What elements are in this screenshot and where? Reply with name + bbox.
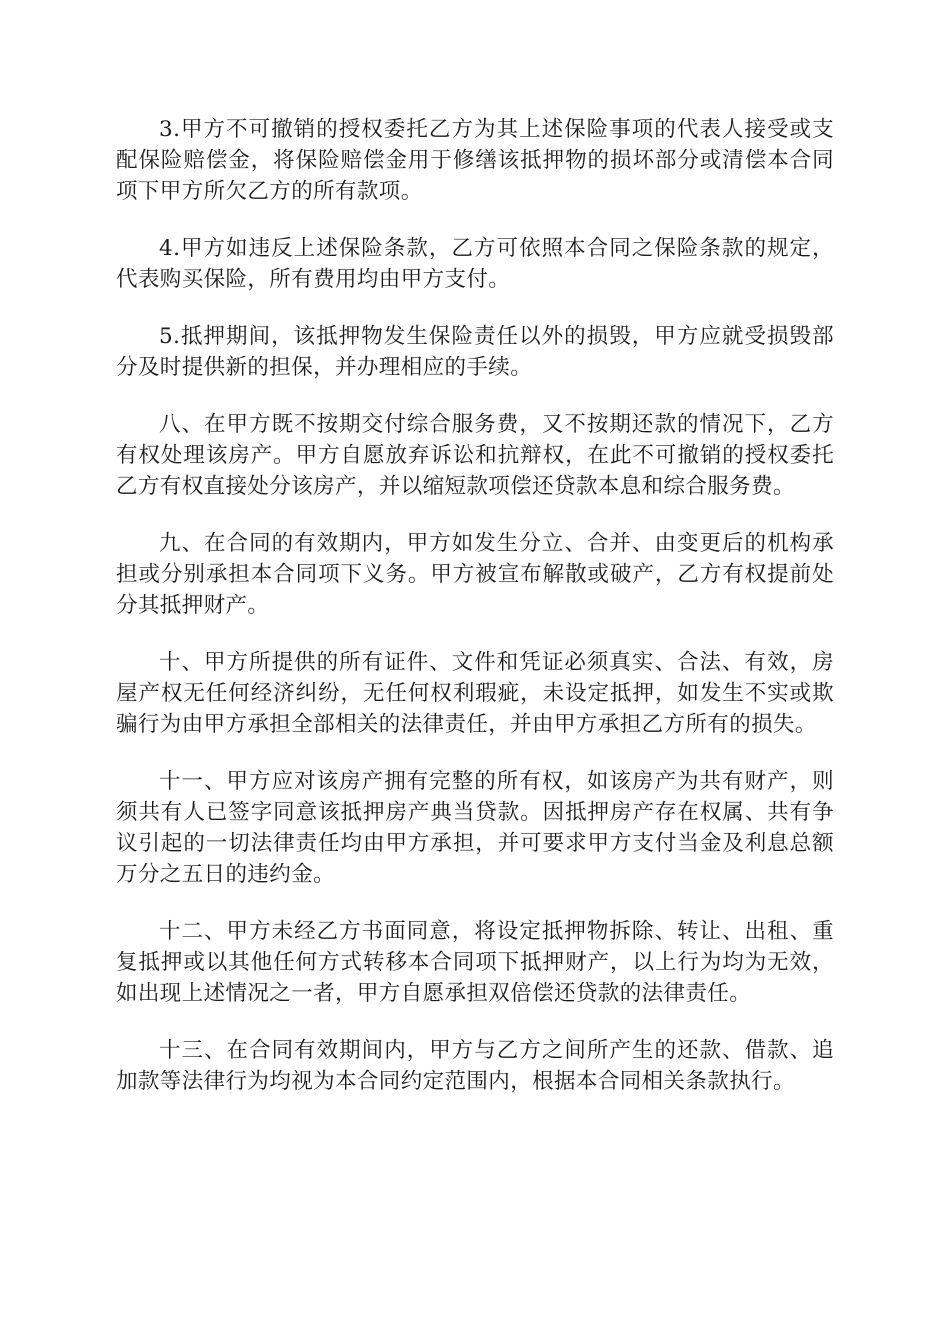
paragraph-clause-3: 3.甲方不可撤销的授权委托乙方为其上述保险事项的代表人接受或支配保险赔偿金，将保险赔偿金用于修缮该抵押物的损坏部分或清偿本合同项下甲方所欠乙方的所有款项。 <box>116 117 834 204</box>
paragraph-clause-4: 4.甲方如违反上述保险条款，乙方可依照本合同之保险条款的规定，代表购买保险，所有费用均由甲方支付。 <box>116 236 834 292</box>
paragraph-article-10: 十、甲方所提供的所有证件、文件和凭证必须真实、合法、有效，房屋产权无任何经济纠纷，无任何权利瑕疵，未设定抵押，如发生不实或欺骗行为由甲方承担全部相关的法律责任，并由甲方承担乙方所有的损失。 <box>116 650 834 737</box>
paragraph-article-11: 十一、甲方应对该房产拥有完整的所有权，如该房产为共有财产，则须共有人已签字同意该抵押房产典当贷款。因抵押房产存在权属、共有争议引起的一切法律责任均由甲方承担，并可要求甲方支付当金及利息总额万分之五日的违约金。 <box>116 769 834 887</box>
paragraph-article-8: 八、在甲方既不按期交付综合服务费，又不按期还款的情况下，乙方有权处理该房产。甲方自愿放弃诉讼和抗辩权，在此不可撤销的授权委托乙方有权直接处分该房产，并以缩短款项偿还贷款本息和综合服务费。 <box>116 412 834 499</box>
paragraph-article-12: 十二、甲方未经乙方书面同意，将设定抵押物拆除、转让、出租、重复抵押或以其他任何方式转移本合同项下抵押财产，以上行为均为无效，如出现上述情况之一者，甲方自愿承担双倍偿还贷款的法律责任。 <box>116 919 834 1006</box>
paragraph-article-13: 十三、在合同有效期间内，甲方与乙方之间所产生的还款、借款、追加款等法律行为均视为本合同约定范围内，根据本合同相关条款执行。 <box>116 1038 834 1094</box>
document-body <box>116 114 834 1123</box>
paragraph-article-9: 九、在合同的有效期内，甲方如发生分立、合并、由变更后的机构承担或分别承担本合同项下义务。甲方被宣布解散或破产，乙方有权提前处分其抵押财产。 <box>116 531 834 618</box>
paragraph-clause-5: 5.抵押期间，该抵押物发生保险责任以外的损毁，甲方应就受损毁部分及时提供新的担保，并办理相应的手续。 <box>116 324 834 380</box>
